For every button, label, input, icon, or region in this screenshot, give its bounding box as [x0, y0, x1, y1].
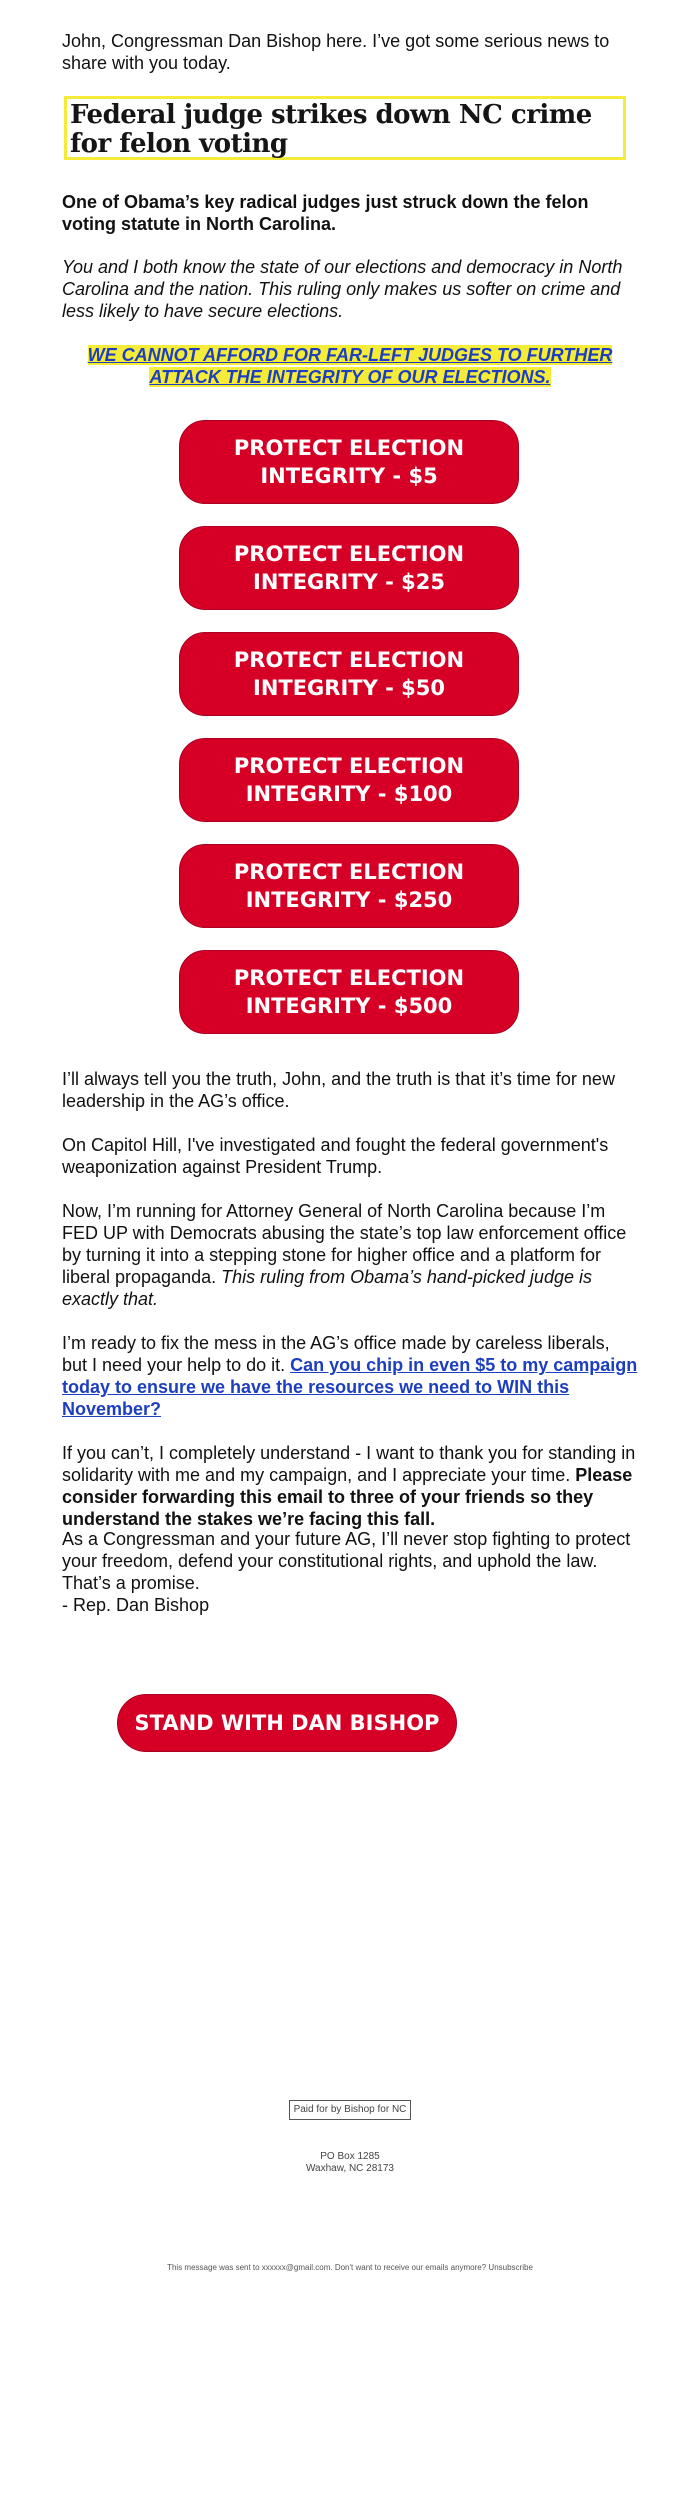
- address-line-2: Waxhaw, NC 28173: [305, 2163, 394, 2174]
- donate-button-50[interactable]: [179, 632, 519, 716]
- italic-paragraph: You and I both know the state of our elections and democracy in North Carolina and the nation. This ruling only makes us softer on crime and less likely to have secure elections.: [62, 257, 623, 321]
- donate-button-label: PROTECT ELECTION INTEGRITY - $25: [233, 542, 465, 594]
- donate-button-100[interactable]: [179, 738, 519, 822]
- lead-text: One of Obama’s key radical judges just struck down the felon voting statute in North Carolina.: [62, 192, 589, 234]
- thanks-bold: Please consider forwarding this email to three of your friends so they understand the stakes we’re facing this fall.: [62, 1465, 633, 1529]
- promise-paragraph: As a Congressman and your future AG, I’ll never stop fighting to protect your freedom, defend your constitutional rights, and uphold the law. That’s a promise.: [62, 1529, 631, 1593]
- donate-button-500[interactable]: [179, 950, 519, 1034]
- footer: [0, 2263, 700, 2273]
- headline: Federal judge strikes down NC crime for felon voting: [70, 100, 592, 159]
- callout-link[interactable]: WE CANNOT AFFORD FOR FAR-LEFT JUDGES TO FURTHER ATTACK THE INTEGRITY OF OUR ELECTIONS.: [87, 345, 613, 387]
- chip-in-link[interactable]: Can you chip in even $5 to my campaign today to ensure we have the resources we need to WIN this November?: [62, 1355, 638, 1419]
- donate-button-25[interactable]: [179, 526, 519, 610]
- paid-for-disclaimer: Paid for by Bishop for NC: [289, 2100, 411, 2120]
- running-text: Now, I’m running for Attorney General of North Carolina because I’m FED UP with Democrats abusing the state’s top law enforcement office by turning it into a stepping stone for higher office and a platform for liberal propaganda.: [62, 1201, 627, 1287]
- headline-box: [64, 96, 626, 160]
- thanks-text: If you can’t, I completely understand - I want to thank you for standing in solidarity with me and my campaign, and I appreciate your time.: [62, 1443, 636, 1485]
- donate-button-label: PROTECT ELECTION INTEGRITY - $100: [233, 754, 465, 806]
- signature: - Rep. Dan Bishop: [62, 1595, 210, 1615]
- donate-button-250[interactable]: [179, 844, 519, 928]
- footer-text: This message was sent to xxxxxx@gmail.com. Don't want to receive our emails anymore?: [167, 2263, 489, 2272]
- capitol-paragraph: On Capitol Hill, I've investigated and fought the federal government's weaponization against President Trump.: [62, 1135, 609, 1177]
- unsubscribe-link[interactable]: Unsubscribe: [488, 2263, 533, 2272]
- truth-paragraph: I’ll always tell you the truth, John, and the truth is that it’s time for new leadership in the AG’s office.: [62, 1069, 615, 1111]
- thanks-paragraph: [62, 1442, 638, 1530]
- donate-button-label: PROTECT ELECTION INTEGRITY - $5: [233, 436, 465, 488]
- ready-paragraph: [62, 1332, 638, 1420]
- address-line-1: PO Box 1285: [320, 2151, 380, 2162]
- donate-button-label: PROTECT ELECTION INTEGRITY - $50: [233, 648, 465, 700]
- mailing-address: [0, 2151, 700, 2175]
- running-italic: This ruling from Obama’s hand-picked judge is exactly that.: [62, 1267, 592, 1309]
- running-paragraph: [62, 1200, 638, 1310]
- callout: [62, 344, 638, 388]
- stand-with-button[interactable]: STAND WITH DAN BISHOP: [117, 1694, 457, 1752]
- donate-button-label: PROTECT ELECTION INTEGRITY - $250: [233, 860, 465, 912]
- donate-button-5[interactable]: [179, 420, 519, 504]
- donate-button-label: PROTECT ELECTION INTEGRITY - $500: [233, 966, 465, 1018]
- ready-text: I’m ready to fix the mess in the AG’s office made by careless liberals, but I need your help to do it.: [62, 1333, 610, 1375]
- intro-text: John, Congressman Dan Bishop here. I’ve got some serious news to share with you today.: [62, 31, 610, 73]
